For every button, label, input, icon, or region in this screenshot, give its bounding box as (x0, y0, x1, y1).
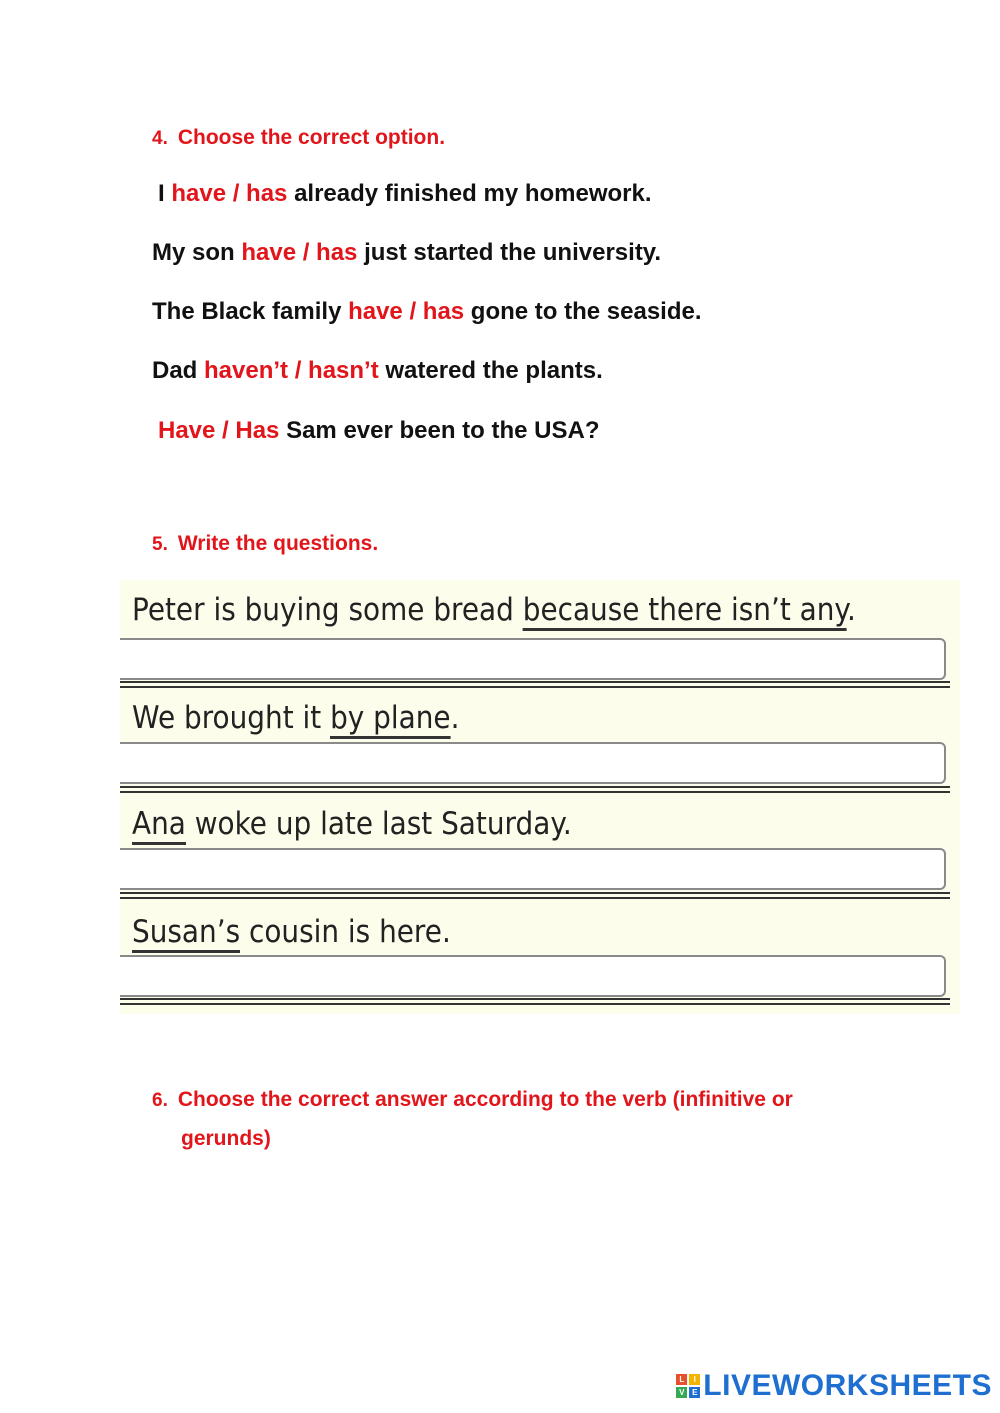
exercise-number: 4. (152, 128, 168, 149)
exercise-number: 5. (152, 534, 168, 555)
exercise-6-heading (152, 1081, 912, 1158)
question-prompt: Peter is buying some bread because there isn’t any. (132, 592, 856, 628)
sentence-4: Dad haven’t / hasn’t watered the plants. (152, 357, 603, 384)
question-prompt: Susan’s cousin is here. (132, 914, 451, 950)
exercise-title: Write the questions. (177, 532, 379, 555)
divider (120, 892, 950, 894)
logo-text: LIVEWORKSHEETS (703, 1369, 992, 1402)
divider (120, 1003, 950, 1005)
option-choice[interactable]: Have / Has (158, 417, 280, 444)
sentence-1: I have / has already finished my homework. (158, 180, 652, 207)
divider (120, 686, 950, 688)
sentence-2: My son have / has just started the university. (152, 239, 662, 266)
option-choice[interactable]: haven’t / hasn’t (204, 357, 379, 384)
option-choice[interactable]: have / has (348, 298, 465, 325)
questions-panel (120, 580, 960, 1014)
exercise-title-line-1: Choose the correct answer according to the verb (infinitive or (177, 1088, 793, 1111)
divider (120, 681, 950, 683)
underlined-part: Ana (132, 806, 186, 845)
option-choice[interactable]: have / has (241, 239, 358, 266)
logo-mark-icon: L I V E (676, 1374, 700, 1398)
answer-input[interactable] (120, 848, 946, 890)
divider (120, 791, 950, 793)
exercise-5-heading (152, 532, 378, 556)
underlined-part: Susan’s (132, 914, 240, 953)
exercise-title-line-2: gerunds) (181, 1127, 271, 1150)
exercise-number: 6. (152, 1090, 168, 1111)
sentence-5: Have / Has Sam ever been to the USA? (158, 417, 600, 444)
underlined-part: by plane (330, 700, 451, 739)
answer-input[interactable] (120, 955, 946, 997)
question-prompt: We brought it by plane. (132, 700, 459, 736)
question-prompt: Ana woke up late last Saturday. (132, 806, 572, 842)
sentence-3: The Black family have / has gone to the seaside. (152, 298, 702, 325)
divider (120, 998, 950, 1000)
option-choice[interactable]: have / has (171, 180, 288, 207)
divider (120, 897, 950, 899)
answer-input[interactable] (120, 638, 946, 680)
liveworksheets-logo (676, 1369, 992, 1403)
exercise-title: Choose the correct option. (177, 126, 446, 149)
answer-input[interactable] (120, 742, 946, 784)
divider (120, 786, 950, 788)
underlined-part: because there isn’t any (523, 592, 847, 631)
exercise-4-heading (152, 126, 445, 150)
